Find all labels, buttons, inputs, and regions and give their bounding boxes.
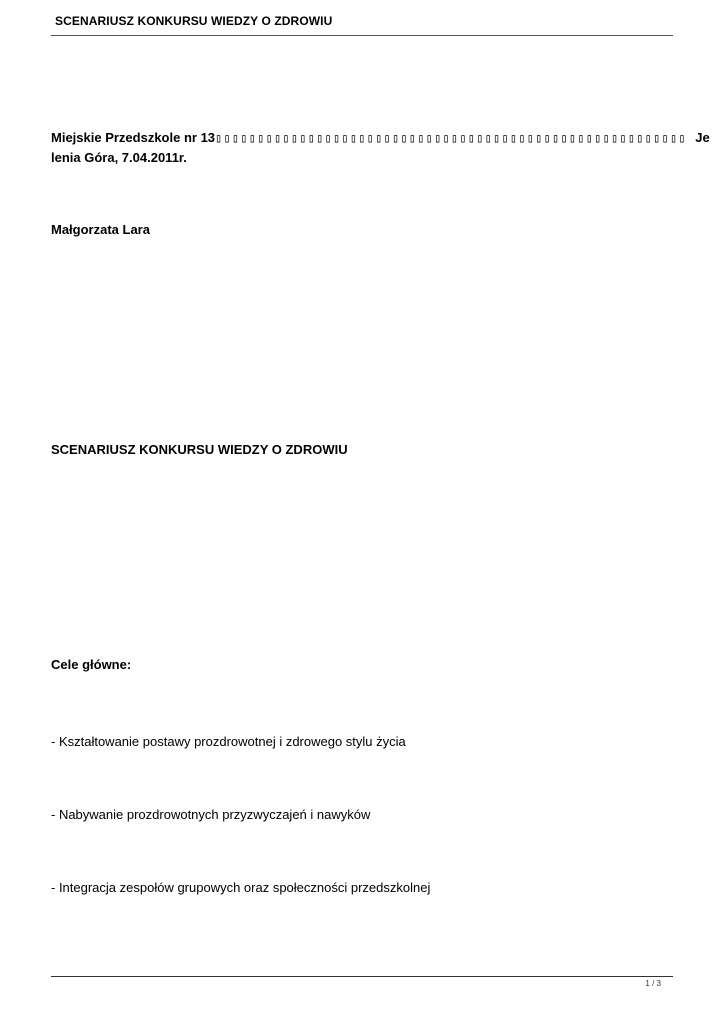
- school-name: Miejskie Przedszkole nr 13: [51, 130, 216, 145]
- author-name: Małgorzata Lara: [51, 222, 150, 237]
- school-and-date-line: [51, 128, 711, 168]
- goal-item-3: - Integracja zespołów grupowych oraz społeczności przedszkolnej: [51, 880, 431, 895]
- placeholder-glyph-run: ▯▯▯▯▯▯▯▯▯▯▯▯▯▯▯▯▯▯▯▯▯▯▯▯▯▯▯▯▯▯▯▯▯▯▯▯▯▯▯▯▯▯▯▯▯▯▯▯▯▯▯▯▯▯▯▯: [215, 131, 696, 145]
- running-header-title: SCENARIUSZ KONKURSU WIEDZY O ZDROWIU: [55, 14, 333, 28]
- goal-item-2: - Nabywanie prozdrowotnych przyzwyczajeń i nawyków: [51, 807, 371, 822]
- goal-item-1: - Kształtowanie postawy prozdrowotnej i zdrowego stylu życia: [51, 734, 406, 749]
- page-number: 1 / 3: [645, 979, 661, 988]
- footer-divider: [51, 976, 673, 977]
- place-and-date: Jelenia Góra, 7.04.2011r.: [51, 130, 710, 165]
- goals-heading: Cele główne:: [51, 657, 132, 672]
- document-title: SCENARIUSZ KONKURSU WIEDZY O ZDROWIU: [51, 442, 348, 457]
- header-divider: [51, 35, 673, 36]
